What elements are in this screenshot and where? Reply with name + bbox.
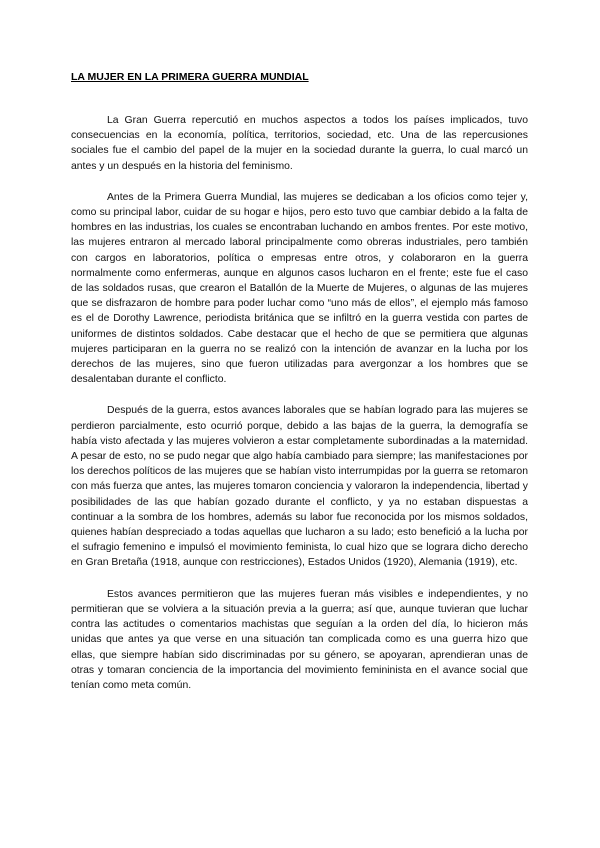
paragraph-4: Estos avances permitieron que las mujeres fueran más visibles e independientes, y no permitieran que se volviera a la situación previa a la guerra; así que, aunque tuvieran que luchar contra las actitudes o comentarios machistas que seguían a la orden del día, lo hicieron más unidas que antes ya que verse en una situación tan complicada como es una guerra hizo que ellas, que siempre habían sido discriminadas por su género, se apoyaran, aprendieran unas de otras y tomaran conciencia de la importancia del movimiento femininista en el avance social que tenían como meta común. (71, 588, 528, 691)
document-title: LA MUJER EN LA PRIMERA GUERRA MUNDIAL (71, 71, 309, 83)
document-body (71, 113, 528, 709)
paragraph-1: La Gran Guerra repercutió en muchos aspectos a todos los países implicados, tuvo consecuencias en la economía, política, territorios, sociedad, etc. Una de las repercusiones sociales fue el cambio del papel de la mujer en la sociedad durante la guerra, lo cual marcó un antes y un después en la historia del feminismo. (71, 115, 528, 172)
paragraph-2: Antes de la Primera Guerra Mundial, las mujeres se dedicaban a los oficios como tejer y, como su principal labor, cuidar de su hogar e hijos, pero esto tuvo que cambiar debido a la falta de hombres en las industrias, los cuales se encontraban luchando en ambos frentes. Por este motivo, las mujeres entraron al mercado laboral principalmente como obreras industriales, pero también con cargos en laboratorios, política o empresas entre otros, y colaboraron en la guerra normalmente como enfermeras, aunque en algunos casos lucharon en el frente; este fue el caso de las soldados rusas, que crearon el Batallón de la Muerte de Mujeres, o algunas de las mujeres que se disfrazaron de hombre para poder luchar como “uno más de ellos”, el ejemplo más famoso es el de Dorothy Lawrence, periodista británica que se infiltró en la guerra vestida con partes de uniformes de distintos soldados. Cabe destacar que el hecho de que se permitiera que algunas mujeres participaran en la guerra no se realizó con la intención de avanzar en la lucha por los derechos de las mujeres, sino que fueron utilizadas para avergonzar a los hombres que se desalentaban durante el conflicto. (71, 191, 528, 386)
paragraph-3: Después de la guerra, estos avances laborales que se habían logrado para las mujeres se perdieron parcialmente, esto ocurrió porque, debido a las bajas de la guerra, la demografía se había visto afectada y las mujeres volvieron a estar completamente subordinadas a la maternidad. A pesar de esto, no se pudo negar que algo había cambiado para siempre; las manifestaciones por los derechos políticos de las mujeres que se habían visto interrumpidas por la guerra se retomaron con más fuerza que antes, las mujeres tomaron conciencia y valoraron la independencia, libertad y posibilidades de las que habían gozado durante el conflicto, y ya no estaban dispuestas a continuar a la sombra de los hombres, además su labor fue reconocida por los mismos soldados, quienes habían despreciado a todas aquellas que lucharon a su lado; esto benefició a la lucha por el sufragio femenino e impulsó el movimiento feminista, lo cual hizo que se lograra dicho derecho en Gran Bretaña (1918, aunque con restricciones), Estados Unidos (1920), Alemania (1919), etc. (71, 405, 528, 569)
